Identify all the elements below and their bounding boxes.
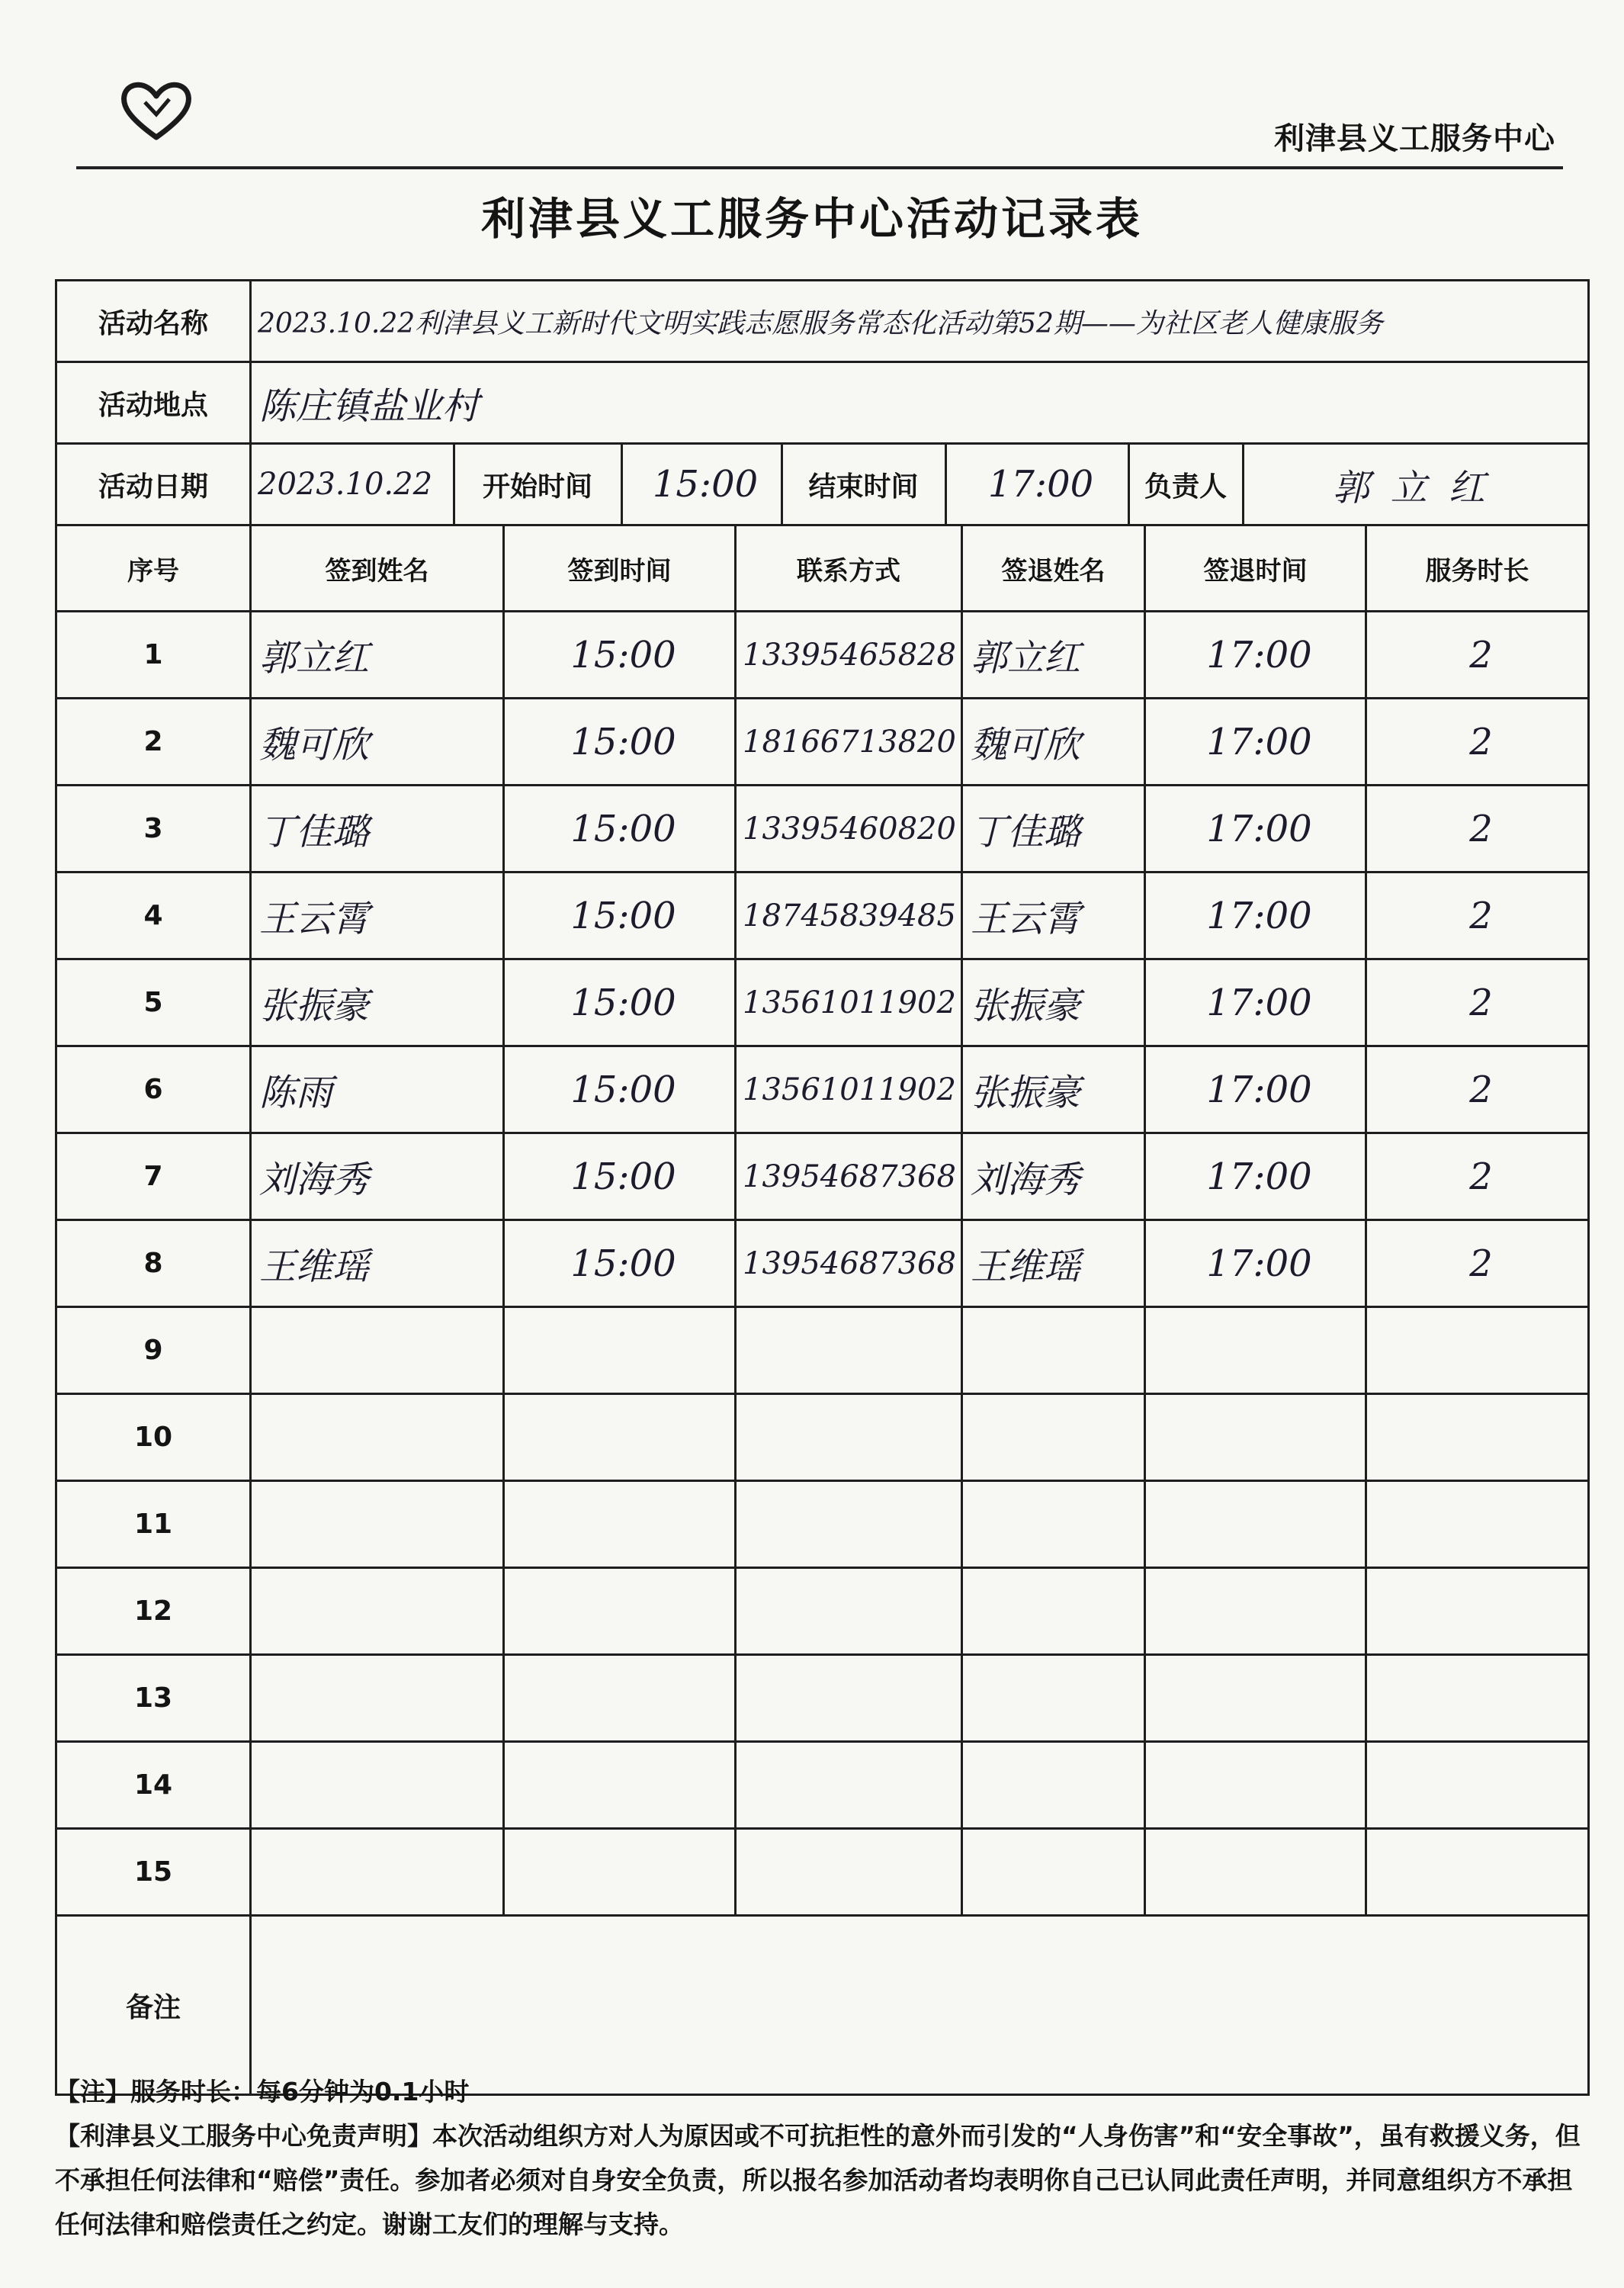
signout-name[interactable]: 刘海秀 <box>962 1133 1145 1220</box>
table-row <box>56 1133 1589 1220</box>
table-row <box>56 612 1589 699</box>
signin-time[interactable]: 15:00 <box>504 959 736 1046</box>
signout-time[interactable] <box>1145 1742 1366 1829</box>
service-hours[interactable] <box>1366 1394 1589 1481</box>
row-index: 13 <box>56 1655 251 1742</box>
table-row <box>56 1568 1589 1655</box>
signin-time[interactable]: 15:00 <box>504 786 736 872</box>
signout-name[interactable] <box>962 1481 1145 1568</box>
contact-phone[interactable] <box>736 1829 962 1916</box>
row-index: 1 <box>56 612 251 699</box>
column-header-signout-name: 签退姓名 <box>962 525 1145 612</box>
table-row <box>56 1220 1589 1307</box>
end-time-value[interactable]: 17:00 <box>945 445 1128 524</box>
header-divider <box>76 166 1563 169</box>
row-index: 11 <box>56 1481 251 1568</box>
service-hours[interactable] <box>1366 1742 1589 1829</box>
signin-time[interactable] <box>504 1307 736 1394</box>
signout-time[interactable]: 17:00 <box>1145 959 1366 1046</box>
service-hours[interactable]: 2 <box>1366 872 1589 959</box>
table-row <box>56 786 1589 872</box>
signout-name[interactable] <box>962 1307 1145 1394</box>
table-row <box>56 699 1589 786</box>
org-name: 利津县义工服务中心 <box>1274 121 1555 156</box>
contact-phone[interactable]: 13954687368 <box>736 1220 962 1307</box>
signin-name[interactable]: 王维瑶 <box>251 1220 504 1307</box>
heart-logo-icon <box>114 76 198 145</box>
signin-time[interactable] <box>504 1568 736 1655</box>
signin-time[interactable] <box>504 1394 736 1481</box>
remarks-label: 备注 <box>56 1916 251 2095</box>
signin-time[interactable]: 15:00 <box>504 612 736 699</box>
signout-name[interactable] <box>962 1568 1145 1655</box>
signin-name[interactable] <box>251 1829 504 1916</box>
signout-name[interactable]: 张振豪 <box>962 959 1145 1046</box>
signout-time[interactable] <box>1145 1568 1366 1655</box>
row-index: 10 <box>56 1394 251 1481</box>
signin-name[interactable] <box>251 1481 504 1568</box>
signin-name[interactable]: 王云霄 <box>251 872 504 959</box>
signout-time[interactable] <box>1145 1481 1366 1568</box>
leader-label: 负责人 <box>1128 445 1243 524</box>
contact-phone[interactable]: 13954687368 <box>736 1133 962 1220</box>
signin-time[interactable] <box>504 1742 736 1829</box>
service-hours[interactable] <box>1366 1655 1589 1742</box>
row-index: 15 <box>56 1829 251 1916</box>
signout-name[interactable] <box>962 1742 1145 1829</box>
contact-phone[interactable]: 13561011902 <box>736 1046 962 1133</box>
table-row <box>56 1394 1589 1481</box>
row-index: 2 <box>56 699 251 786</box>
signin-name[interactable] <box>251 1742 504 1829</box>
contact-phone[interactable] <box>736 1481 962 1568</box>
footer-notes <box>55 2070 1587 2247</box>
row-index: 7 <box>56 1133 251 1220</box>
table-row <box>56 1481 1589 1568</box>
signin-name[interactable]: 刘海秀 <box>251 1133 504 1220</box>
contact-phone[interactable] <box>736 1568 962 1655</box>
start-time-label: 开始时间 <box>454 445 621 524</box>
signout-name[interactable] <box>962 1655 1145 1742</box>
contact-phone[interactable] <box>736 1394 962 1481</box>
signout-name[interactable] <box>962 1829 1145 1916</box>
signout-name[interactable]: 张振豪 <box>962 1046 1145 1133</box>
service-hours[interactable]: 2 <box>1366 612 1589 699</box>
signout-time[interactable] <box>1145 1307 1366 1394</box>
contact-phone[interactable]: 18166713820 <box>736 699 962 786</box>
contact-phone[interactable]: 13395460820 <box>736 786 962 872</box>
signout-name[interactable]: 魏可欣 <box>962 699 1145 786</box>
activity-date-label: 活动日期 <box>56 444 251 525</box>
table-row <box>56 1742 1589 1829</box>
signin-time[interactable]: 15:00 <box>504 1046 736 1133</box>
activity-date-value[interactable]: 2023.10.22 <box>252 445 454 524</box>
activity-location-label: 活动地点 <box>56 362 251 444</box>
table-row <box>56 1307 1589 1394</box>
signin-time[interactable]: 15:00 <box>504 699 736 786</box>
row-index: 6 <box>56 1046 251 1133</box>
service-hours[interactable]: 2 <box>1366 786 1589 872</box>
leader-value[interactable]: 郭立红 <box>1332 466 1507 509</box>
column-header-service-hours: 服务时长 <box>1366 525 1589 612</box>
activity-record-sheet <box>55 279 1587 2096</box>
signin-time[interactable] <box>504 1829 736 1916</box>
signout-time[interactable]: 17:00 <box>1145 1220 1366 1307</box>
activity-name-value[interactable]: 2023.10.22利津县义工新时代文明实践志愿服务常态化活动第52期——为社区老人健康服务 <box>251 281 1589 362</box>
service-hours[interactable]: 2 <box>1366 1220 1589 1307</box>
signout-time[interactable]: 17:00 <box>1145 872 1366 959</box>
attendance-rows <box>56 612 1589 1916</box>
end-time-label: 结束时间 <box>782 445 945 524</box>
activity-name-label: 活动名称 <box>56 281 251 362</box>
signin-name[interactable] <box>251 1568 504 1655</box>
column-header-index: 序号 <box>56 525 251 612</box>
signout-time[interactable]: 17:00 <box>1145 786 1366 872</box>
signout-name[interactable]: 丁佳璐 <box>962 786 1145 872</box>
activity-location-value[interactable]: 陈庄镇盐业村 <box>251 362 1589 444</box>
record-table <box>55 279 1590 2096</box>
signout-time[interactable] <box>1145 1829 1366 1916</box>
table-row <box>56 959 1589 1046</box>
signin-name[interactable]: 陈雨 <box>251 1046 504 1133</box>
contact-phone[interactable]: 13395465828 <box>736 612 962 699</box>
signin-name[interactable] <box>251 1307 504 1394</box>
row-index: 14 <box>56 1742 251 1829</box>
signout-time[interactable]: 17:00 <box>1145 612 1366 699</box>
signin-name[interactable]: 魏可欣 <box>251 699 504 786</box>
table-row <box>56 1655 1589 1742</box>
service-hours[interactable] <box>1366 1829 1589 1916</box>
row-index: 3 <box>56 786 251 872</box>
table-row <box>56 1046 1589 1133</box>
signin-time[interactable]: 15:00 <box>504 872 736 959</box>
signout-name[interactable]: 郭立红 <box>962 612 1145 699</box>
signout-name[interactable]: 王维瑶 <box>962 1220 1145 1307</box>
contact-phone[interactable] <box>736 1742 962 1829</box>
contact-phone[interactable] <box>736 1307 962 1394</box>
signout-time[interactable]: 17:00 <box>1145 699 1366 786</box>
row-index: 12 <box>56 1568 251 1655</box>
column-header-contact: 联系方式 <box>736 525 962 612</box>
signin-time[interactable]: 15:00 <box>504 1220 736 1307</box>
signout-name[interactable]: 王云霄 <box>962 872 1145 959</box>
service-hours[interactable] <box>1366 1568 1589 1655</box>
contact-phone[interactable]: 13561011902 <box>736 959 962 1046</box>
disclaimer-text: 【利津县义工服务中心免责声明】本次活动组织方对人为原因或不可抗拒性的意外而引发的“人身伤害”和“安全事故”，虽有救援义务，但不承担任何法律和“赔偿”责任。参加者必须对自身安全负责，所以报名参加活动者均表明你自己已认同此责任声明，并同意组织方不承担任何法律和赔偿责任之约定。谢谢工友们的理解与支持。 <box>55 2121 1581 2239</box>
signin-name[interactable] <box>251 1394 504 1481</box>
column-header-signin-name: 签到姓名 <box>251 525 504 612</box>
signout-time[interactable]: 17:00 <box>1145 1046 1366 1133</box>
signin-time[interactable] <box>504 1655 736 1742</box>
service-hours[interactable] <box>1366 1481 1589 1568</box>
signout-name[interactable] <box>962 1394 1145 1481</box>
service-hours[interactable]: 2 <box>1366 699 1589 786</box>
column-header-signin-time: 签到时间 <box>504 525 736 612</box>
service-hours[interactable]: 2 <box>1366 1046 1589 1133</box>
table-row <box>56 872 1589 959</box>
start-time-value[interactable]: 15:00 <box>621 445 782 524</box>
contact-phone[interactable] <box>736 1655 962 1742</box>
signin-name[interactable]: 丁佳璐 <box>251 786 504 872</box>
signin-name[interactable]: 张振豪 <box>251 959 504 1046</box>
signin-name[interactable]: 郭立红 <box>251 612 504 699</box>
service-hours-note: 【注】服务时长：每6分钟为0.1小时 <box>55 2077 470 2106</box>
signout-time[interactable]: 17:00 <box>1145 1133 1366 1220</box>
signin-time[interactable] <box>504 1481 736 1568</box>
contact-phone[interactable]: 18745839485 <box>736 872 962 959</box>
signout-time[interactable] <box>1145 1655 1366 1742</box>
signin-name[interactable] <box>251 1655 504 1742</box>
row-index: 9 <box>56 1307 251 1394</box>
service-hours[interactable]: 2 <box>1366 1133 1589 1220</box>
signout-time[interactable] <box>1145 1394 1366 1481</box>
row-index: 8 <box>56 1220 251 1307</box>
row-index: 4 <box>56 872 251 959</box>
remarks-value[interactable] <box>251 1916 1589 2095</box>
table-row <box>56 1829 1589 1916</box>
service-hours[interactable]: 2 <box>1366 959 1589 1046</box>
page-title: 利津县义工服务中心活动记录表 <box>480 193 1143 245</box>
column-header-signout-time: 签退时间 <box>1145 525 1366 612</box>
row-index: 5 <box>56 959 251 1046</box>
signin-time[interactable]: 15:00 <box>504 1133 736 1220</box>
service-hours[interactable] <box>1366 1307 1589 1394</box>
